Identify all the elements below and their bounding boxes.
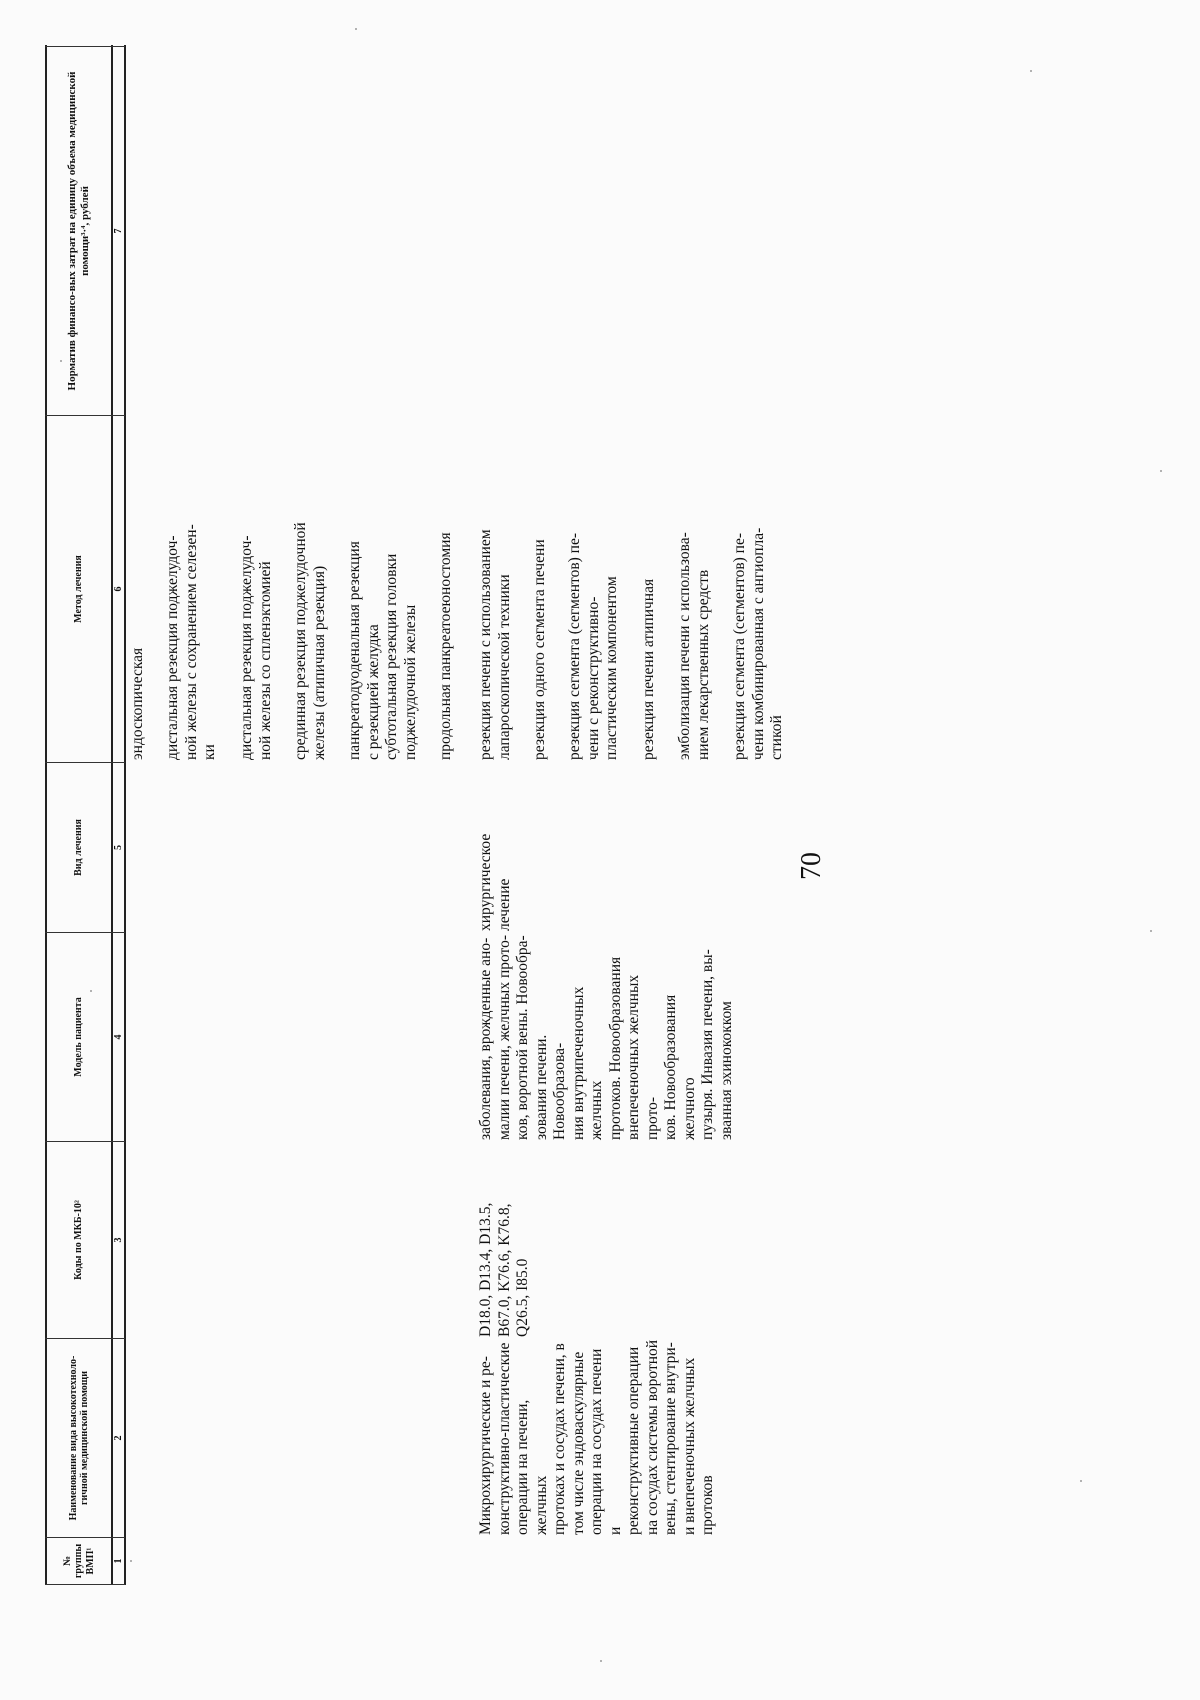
column-number: 1 [112,1558,124,1564]
column-number: 3 [112,1237,124,1243]
method-item: резекция одного сегмента печени [531,539,548,760]
column-number: 6 [112,586,124,592]
column-number: 7 [112,228,124,234]
column-number: 4 [112,1034,124,1040]
vmp-type-name-cell: Микрохирургические и ре- конструктивно-пластические операции на печени, желчных протоках и сосудах печени, в том числе эндоваскулярные операции на сосудах печени и реконструктивные операции на сосудах системы воротной вены, стентирование внутри- и внепеченочных желчных протоков [477,1339,716,1535]
treatment-type-cell: хирургическое лечение [477,833,513,931]
patient-model-cell: заболевания, врожденные ано- малии печени, желчных прото- ков, воротной вены. Новообра- зования печени. Новообразова- ния внутрипеченочных желчных протоков. Новообразования внепеченочных желчных прото- ков. Новообразования желчного пузыря. Инвазия печени, вы- званная эхинококком [477,934,735,1140]
method-item: эндоскопическая [129,647,146,760]
header-treatment-type: Вид лечения [73,819,85,876]
header-cost-standard: Норматив финансо-вых затрат на единицу объема медицинской помощи³·⁴, рублей [66,71,91,391]
header-icd10-codes: Коды по МКБ-10² [73,1200,85,1280]
method-item: эмболизация печени с использова- нием лекарственных средств [676,532,712,760]
page-number: 70 [796,852,827,880]
method-item: продольная панкреатоеюностомия [437,532,454,760]
icd10-codes-cell: D18.0, D13.4, D13.5, B67.0, K76.6, K76.8, Q26.5, I85.0 [477,1202,531,1337]
header-patient-model: Модель пациента [73,997,85,1077]
method-item: дистальная резекция поджелудоч- ной железы с сохранением селезен- ки [164,524,218,760]
method-item: панкреатодуоденальная резекция с резекцией желудка субтотальная резекция головки поджелудочной железы [346,541,419,760]
column-divider [45,1584,125,1585]
method-item: срединная резекция поджелудочной железы (атипичная резекция) [292,522,328,760]
column-number: 2 [112,1435,124,1441]
column-numbers-border [124,45,126,1585]
method-item: резекция печени атипичная [640,578,657,760]
method-item: резекция сегмента (сегментов) пе- чени с реконструктивно- пластическим компонентом [566,532,620,760]
header-group-number: № группы ВМП¹ [61,1543,96,1579]
method-item: резекция печени с использованием лапароскопической техники [477,529,513,760]
header-vmp-type-name: Наименование вида высокотехноло-гичной медицинской помощи [67,1355,90,1521]
method-item: резекция сегмента (сегментов) пе- чени комбинированная с ангиопла- стикой [731,527,785,760]
column-number: 5 [112,845,124,850]
vmp-table [0,45,1200,1585]
header-treatment-method: Метод лечения [73,555,85,623]
method-item: дистальная резекция поджелудоч- ной железы со спленэктомией [238,535,274,760]
